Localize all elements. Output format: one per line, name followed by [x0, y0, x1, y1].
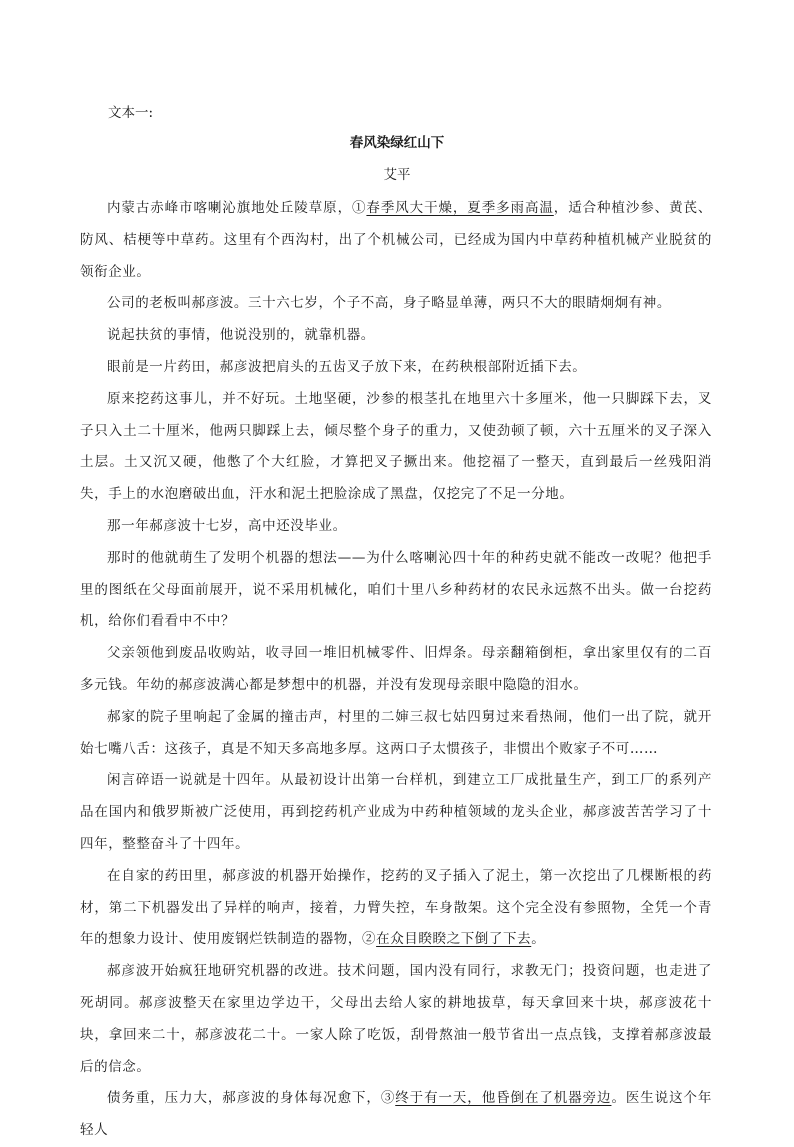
text-segment: ① — [352, 200, 367, 216]
text-segment: ② — [362, 931, 377, 948]
article-author: 艾平 — [383, 167, 411, 183]
text-segment: 说起扶贫的事情，他说没别的，就靠机器。 — [107, 327, 375, 344]
underlined-phrase: 在众目睽睽之下倒了下去 — [376, 931, 532, 948]
text-segment: ③ — [380, 1090, 396, 1107]
paragraph — [80, 288, 712, 320]
text-segment: 那一年郝彦波十七岁，高中还没毕业。 — [107, 517, 347, 534]
paragraph — [80, 352, 712, 384]
paragraph — [80, 702, 712, 766]
paragraph — [80, 511, 712, 543]
text-segment: 父亲领他到废品收购站，收寻回一堆旧机械零件、旧焊条。母亲翻箱倒柜，拿出家里仅有的二百多元钱。年幼的郝彦波满心都是梦想中的机器，并没有发现母亲眼中隐隐的泪水。 — [80, 645, 712, 693]
paragraph — [80, 638, 712, 702]
text-segment: 郝家的院子里响起了金属的撞击声，村里的二婶三叔七姑四舅过来看热闹，他们一出了院，就开始七嘴八舌：这孩子，真是不知天多高地多厚。这两口子太惯孩子，非惯出个败家子不可…… — [80, 708, 712, 757]
underlined-phrase: 春季风大干燥，夏季多雨高温 — [366, 200, 554, 216]
text-segment: 原来挖药这事儿，并不好玩。土地坚硬，沙参的根茎扎在地里六十多厘米，他一只脚踩下去，叉子只入土二十厘米，他两只脚踩上去，倾尽整个身子的重力，又使劲顿了顿，六十五厘米的叉子深入土层。土又沉又硬，他憋了个大红脸，才算把叉子撅出来。他挖福了一整天，直到最后一丝残阳消失，手上的水泡磨破出血，汗水和泥土把脸涂成了黑盘，仅挖完了不足一分地。 — [80, 390, 712, 503]
text-segment: 在自家的药田里，郝彦波的机器开始操作，挖药的叉子插入了泥土，第一次挖出了几棵断根的药材，第二下机器发出了异样的响声，接着，力臂失控，车身散架。这个完全没有参照物，全凭一个青年的想象力设计、使用废钢烂铁制造的器物， — [80, 867, 712, 948]
paragraph — [80, 861, 712, 956]
text-segment: 公司的老板叫郝彦波。三十六七岁，个子不高，身子略显单薄，两只不大的眼睛炯炯有神。 — [107, 295, 671, 312]
article-body — [80, 193, 712, 1147]
text-label: 文本一: — [108, 105, 154, 121]
underlined-phrase: 终于有一天，他昏倒在了机器旁边 — [395, 1090, 612, 1107]
paragraph — [80, 1083, 712, 1147]
article-title: 春风染绿红山下 — [349, 135, 445, 151]
text-segment: 那时的他就萌生了发明个机器的想法——为什么喀喇沁四十年的种药史就不能改一改呢？他把手里的图纸在父母面前展开，说不采用机械化，咱们十里八乡种药材的农民永远熬不出头。做一台挖药机，给你们看看中不中？ — [80, 549, 712, 630]
text-segment: 。 — [531, 931, 546, 948]
text-segment: 眼前是一片药田，郝彦波把肩头的五齿叉子放下来，在药秧根部附近插下去。 — [107, 358, 587, 375]
text-segment: 内蒙古赤峰市喀喇沁旗地处丘陵草原， — [107, 200, 352, 216]
paragraph — [80, 765, 712, 860]
paragraph — [80, 956, 712, 1083]
paragraph — [80, 543, 712, 638]
text-segment: 郝彦波开始疯狂地研究机器的改进。技术问题，国内没有同行，求教无门；投资问题，也走进了死胡同。郝彦波整天在家里边学边干，父母出去给人家的耕地拔草，每天拿回来十块，郝彦波花十块，拿回来二十，郝彦波花二十。一家人除了吃饭，刮骨熬油一般节省出一点点钱，支撑着郝彦波最后的信念。 — [80, 963, 712, 1075]
text-segment: ，适合种植沙参、黄芪、防风、桔梗等中草药。这里有个西沟村，出了个机械公司，已经成为国内中草药种植机械产业脱贫的领衔企业。 — [80, 200, 712, 280]
paragraph — [80, 320, 712, 352]
text-segment: 。医生说这个年轻人 — [80, 1090, 713, 1139]
text-segment: 闲言碎语一说就是十四年。从最初设计出第一台样机，到建立工厂成批量生产，到工厂的系列产品在国内和俄罗斯被广泛使用，再到挖药机产业成为中药种植领域的龙头企业，郝彦波苦苦学习了十四年，整整奋斗了十四年。 — [80, 772, 712, 852]
paragraph — [80, 384, 712, 511]
text-segment: 债务重，压力大，郝彦波的身体每况愈下， — [107, 1090, 381, 1107]
paragraph — [80, 193, 712, 288]
